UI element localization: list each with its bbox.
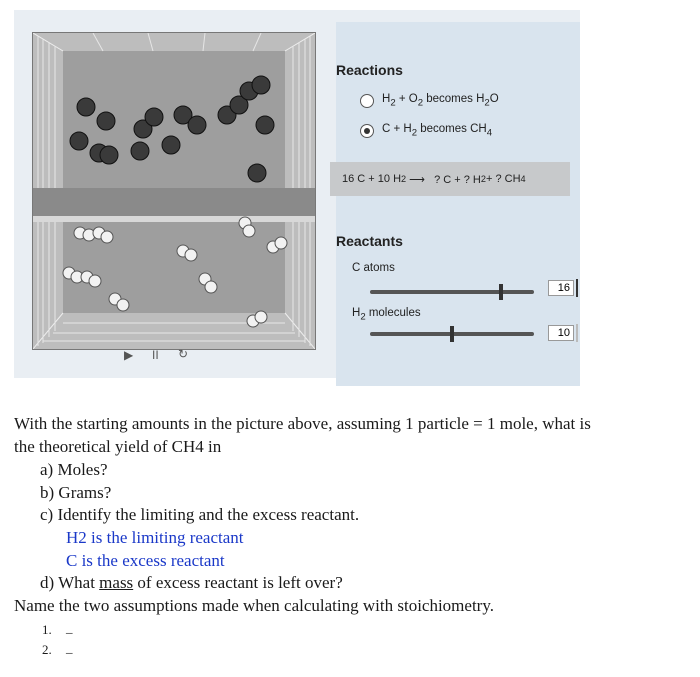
text-cursor-h2: [576, 324, 578, 342]
h2-value[interactable]: 10: [548, 325, 574, 341]
pause-button[interactable]: II: [152, 348, 159, 362]
c-atoms-slider-thumb[interactable]: [499, 284, 503, 300]
radio-h2-o2[interactable]: [360, 94, 374, 108]
play-button[interactable]: ▶: [124, 348, 134, 362]
reactions-title: Reactions: [336, 62, 403, 78]
question-d-mass: mass: [99, 573, 134, 592]
reset-button[interactable]: ↻: [178, 347, 189, 361]
controls-panel: [336, 22, 580, 386]
c-atoms-label: C atoms: [352, 262, 395, 274]
c-atoms-slider-track[interactable]: [370, 290, 534, 294]
option-c-h2-label: $C + H_2$ becomes $CH_4$: [382, 123, 493, 139]
text-cursor: [576, 279, 578, 297]
c-atoms-value[interactable]: 16: [548, 280, 574, 296]
list-item-1-number: 1.: [42, 622, 52, 637]
h2-slider-thumb[interactable]: [450, 326, 454, 342]
list-item-1-blank[interactable]: _: [66, 620, 73, 635]
reaction-equation: 16 C + 10 H 2 ⟶ ? C + ? H 2 + ? CH 4: [330, 162, 570, 196]
reactants-title: Reactants: [336, 233, 403, 249]
question-b: b) Grams?: [40, 483, 112, 502]
answer-limiting: H2 is the limiting reactant: [66, 528, 244, 547]
list-item-2-number: 2.: [42, 642, 52, 657]
h2-molecules-label: $H_2$ molecules: [352, 307, 421, 323]
list-item-2-blank[interactable]: _: [66, 640, 73, 655]
question-d-suffix: of excess reactant is left over?: [133, 573, 343, 592]
question-line-2: the theoretical yield of CH4 in: [14, 437, 222, 456]
question-d: [40, 573, 343, 593]
option-h2-o2-label: $H_2 + O_2$ becomes $H_2O$: [382, 93, 499, 109]
particle-box-drawing: [33, 33, 315, 349]
question-c: c) Identify the limiting and the excess reactant.: [40, 505, 360, 524]
assumptions-prompt: Name the two assumptions made when calculating with stoichiometry.: [14, 596, 494, 615]
question-d-prefix: d) What: [40, 573, 100, 592]
question-a: a) Moles?: [40, 460, 108, 479]
answer-excess: C is the excess reactant: [66, 551, 225, 570]
question-line-1: With the starting amounts in the picture above, assuming 1 particle = 1 mole, what is: [14, 414, 591, 433]
particle-container: [32, 32, 316, 350]
radio-c-h2[interactable]: [360, 124, 374, 138]
